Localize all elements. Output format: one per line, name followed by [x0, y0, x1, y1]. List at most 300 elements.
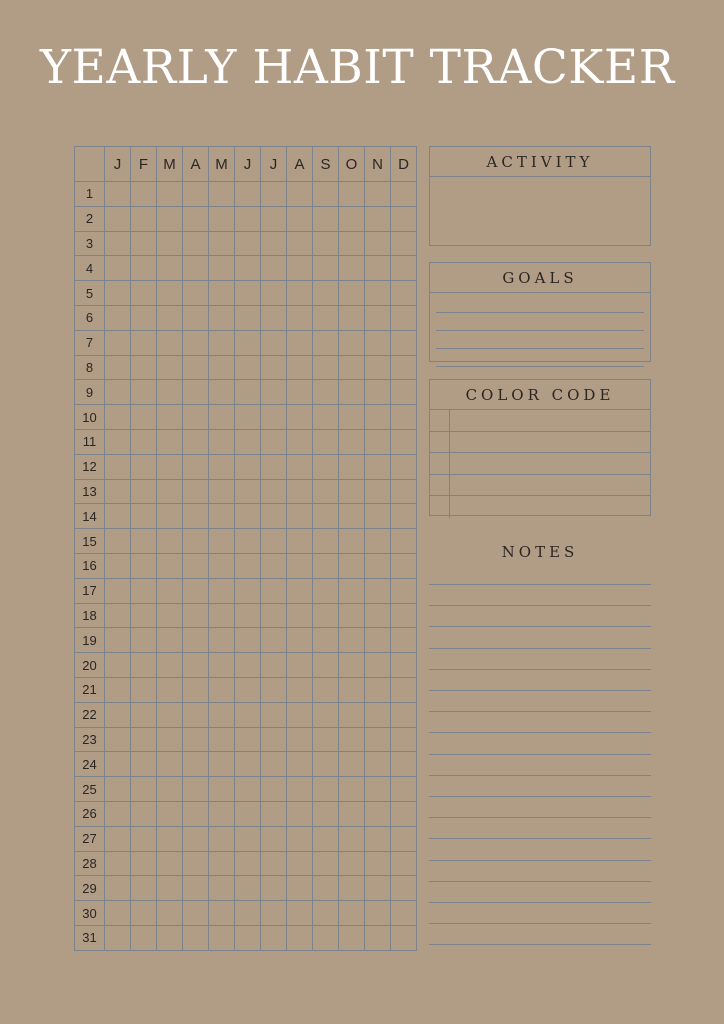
- habit-cell[interactable]: [365, 454, 391, 479]
- habit-cell[interactable]: [391, 380, 417, 405]
- habit-cell[interactable]: [365, 777, 391, 802]
- habit-cell[interactable]: [365, 380, 391, 405]
- habit-cell[interactable]: [339, 801, 365, 826]
- habit-cell[interactable]: [235, 578, 261, 603]
- habit-cell[interactable]: [313, 405, 339, 430]
- habit-cell[interactable]: [131, 454, 157, 479]
- habit-cell[interactable]: [157, 256, 183, 281]
- habit-cell[interactable]: [313, 182, 339, 207]
- habit-cell[interactable]: [157, 553, 183, 578]
- habit-cell[interactable]: [183, 380, 209, 405]
- habit-cell[interactable]: [131, 256, 157, 281]
- color-label-field[interactable]: [450, 432, 650, 453]
- habit-cell[interactable]: [105, 454, 131, 479]
- habit-cell[interactable]: [339, 529, 365, 554]
- habit-cell[interactable]: [313, 653, 339, 678]
- habit-cell[interactable]: [365, 182, 391, 207]
- habit-cell[interactable]: [183, 901, 209, 926]
- habit-cell[interactable]: [157, 653, 183, 678]
- note-line[interactable]: [429, 648, 651, 649]
- habit-cell[interactable]: [131, 529, 157, 554]
- habit-cell[interactable]: [365, 504, 391, 529]
- habit-cell[interactable]: [391, 479, 417, 504]
- habit-cell[interactable]: [365, 479, 391, 504]
- habit-cell[interactable]: [365, 231, 391, 256]
- habit-cell[interactable]: [287, 405, 313, 430]
- habit-cell[interactable]: [261, 727, 287, 752]
- habit-cell[interactable]: [365, 925, 391, 950]
- habit-cell[interactable]: [105, 305, 131, 330]
- habit-cell[interactable]: [131, 405, 157, 430]
- habit-cell[interactable]: [157, 901, 183, 926]
- habit-cell[interactable]: [131, 925, 157, 950]
- habit-cell[interactable]: [365, 702, 391, 727]
- habit-cell[interactable]: [131, 206, 157, 231]
- habit-cell[interactable]: [183, 727, 209, 752]
- habit-cell[interactable]: [365, 206, 391, 231]
- habit-cell[interactable]: [391, 801, 417, 826]
- habit-cell[interactable]: [313, 305, 339, 330]
- habit-cell[interactable]: [131, 727, 157, 752]
- habit-cell[interactable]: [157, 281, 183, 306]
- habit-cell[interactable]: [105, 876, 131, 901]
- habit-cell[interactable]: [183, 182, 209, 207]
- habit-cell[interactable]: [287, 777, 313, 802]
- habit-cell[interactable]: [365, 851, 391, 876]
- note-line[interactable]: [429, 754, 651, 755]
- habit-cell[interactable]: [287, 727, 313, 752]
- habit-cell[interactable]: [261, 553, 287, 578]
- color-swatch[interactable]: [430, 410, 450, 431]
- activity-field[interactable]: [430, 177, 650, 245]
- habit-cell[interactable]: [209, 479, 235, 504]
- note-line[interactable]: [429, 711, 651, 712]
- habit-cell[interactable]: [287, 677, 313, 702]
- habit-cell[interactable]: [131, 281, 157, 306]
- habit-cell[interactable]: [391, 777, 417, 802]
- habit-cell[interactable]: [235, 529, 261, 554]
- habit-cell[interactable]: [157, 925, 183, 950]
- habit-cell[interactable]: [391, 553, 417, 578]
- habit-cell[interactable]: [287, 801, 313, 826]
- habit-cell[interactable]: [339, 628, 365, 653]
- habit-cell[interactable]: [131, 677, 157, 702]
- habit-cell[interactable]: [105, 206, 131, 231]
- habit-cell[interactable]: [157, 876, 183, 901]
- habit-cell[interactable]: [131, 479, 157, 504]
- habit-cell[interactable]: [157, 305, 183, 330]
- habit-cell[interactable]: [105, 603, 131, 628]
- habit-cell[interactable]: [391, 653, 417, 678]
- habit-cell[interactable]: [105, 777, 131, 802]
- habit-cell[interactable]: [313, 603, 339, 628]
- habit-cell[interactable]: [313, 925, 339, 950]
- habit-cell[interactable]: [365, 727, 391, 752]
- habit-cell[interactable]: [287, 752, 313, 777]
- habit-cell[interactable]: [105, 702, 131, 727]
- habit-cell[interactable]: [209, 281, 235, 306]
- habit-cell[interactable]: [157, 330, 183, 355]
- habit-cell[interactable]: [183, 677, 209, 702]
- habit-cell[interactable]: [391, 355, 417, 380]
- habit-cell[interactable]: [131, 777, 157, 802]
- habit-cell[interactable]: [157, 355, 183, 380]
- note-line[interactable]: [429, 902, 651, 903]
- habit-cell[interactable]: [105, 182, 131, 207]
- habit-cell[interactable]: [157, 479, 183, 504]
- habit-cell[interactable]: [339, 553, 365, 578]
- habit-cell[interactable]: [183, 504, 209, 529]
- habit-cell[interactable]: [105, 925, 131, 950]
- habit-cell[interactable]: [105, 677, 131, 702]
- note-line[interactable]: [429, 817, 651, 818]
- note-line[interactable]: [429, 944, 651, 945]
- habit-cell[interactable]: [391, 504, 417, 529]
- habit-cell[interactable]: [313, 380, 339, 405]
- habit-cell[interactable]: [157, 727, 183, 752]
- habit-cell[interactable]: [287, 851, 313, 876]
- habit-cell[interactable]: [313, 727, 339, 752]
- habit-cell[interactable]: [313, 578, 339, 603]
- goal-line[interactable]: [436, 366, 644, 367]
- habit-cell[interactable]: [235, 925, 261, 950]
- habit-cell[interactable]: [131, 305, 157, 330]
- habit-cell[interactable]: [131, 628, 157, 653]
- habit-cell[interactable]: [131, 429, 157, 454]
- habit-cell[interactable]: [235, 231, 261, 256]
- habit-cell[interactable]: [105, 727, 131, 752]
- habit-cell[interactable]: [287, 603, 313, 628]
- habit-cell[interactable]: [365, 876, 391, 901]
- habit-cell[interactable]: [339, 281, 365, 306]
- note-line[interactable]: [429, 669, 651, 670]
- habit-cell[interactable]: [131, 578, 157, 603]
- habit-cell[interactable]: [235, 182, 261, 207]
- habit-cell[interactable]: [157, 702, 183, 727]
- note-line[interactable]: [429, 732, 651, 733]
- habit-cell[interactable]: [391, 330, 417, 355]
- habit-cell[interactable]: [339, 677, 365, 702]
- habit-cell[interactable]: [339, 702, 365, 727]
- habit-cell[interactable]: [209, 355, 235, 380]
- habit-cell[interactable]: [131, 702, 157, 727]
- habit-cell[interactable]: [287, 330, 313, 355]
- habit-cell[interactable]: [261, 876, 287, 901]
- habit-cell[interactable]: [131, 603, 157, 628]
- habit-cell[interactable]: [157, 380, 183, 405]
- habit-cell[interactable]: [261, 429, 287, 454]
- habit-cell[interactable]: [105, 553, 131, 578]
- habit-cell[interactable]: [105, 653, 131, 678]
- habit-cell[interactable]: [235, 405, 261, 430]
- habit-cell[interactable]: [313, 901, 339, 926]
- habit-cell[interactable]: [287, 653, 313, 678]
- habit-cell[interactable]: [105, 380, 131, 405]
- habit-cell[interactable]: [183, 603, 209, 628]
- habit-cell[interactable]: [157, 603, 183, 628]
- habit-cell[interactable]: [391, 727, 417, 752]
- habit-cell[interactable]: [105, 504, 131, 529]
- habit-cell[interactable]: [287, 876, 313, 901]
- habit-cell[interactable]: [313, 777, 339, 802]
- habit-cell[interactable]: [339, 380, 365, 405]
- habit-cell[interactable]: [365, 553, 391, 578]
- habit-cell[interactable]: [313, 206, 339, 231]
- habit-cell[interactable]: [183, 752, 209, 777]
- habit-cell[interactable]: [261, 529, 287, 554]
- habit-cell[interactable]: [339, 603, 365, 628]
- habit-cell[interactable]: [339, 901, 365, 926]
- habit-cell[interactable]: [391, 305, 417, 330]
- habit-cell[interactable]: [261, 330, 287, 355]
- habit-cell[interactable]: [157, 429, 183, 454]
- habit-cell[interactable]: [209, 876, 235, 901]
- habit-cell[interactable]: [105, 355, 131, 380]
- habit-cell[interactable]: [235, 553, 261, 578]
- habit-cell[interactable]: [131, 851, 157, 876]
- habit-cell[interactable]: [209, 801, 235, 826]
- habit-cell[interactable]: [261, 281, 287, 306]
- habit-cell[interactable]: [313, 628, 339, 653]
- habit-cell[interactable]: [339, 256, 365, 281]
- habit-cell[interactable]: [313, 876, 339, 901]
- habit-cell[interactable]: [313, 826, 339, 851]
- habit-cell[interactable]: [235, 281, 261, 306]
- habit-cell[interactable]: [339, 182, 365, 207]
- habit-cell[interactable]: [365, 529, 391, 554]
- habit-cell[interactable]: [391, 826, 417, 851]
- habit-cell[interactable]: [131, 826, 157, 851]
- habit-cell[interactable]: [209, 578, 235, 603]
- habit-cell[interactable]: [339, 925, 365, 950]
- habit-cell[interactable]: [313, 281, 339, 306]
- habit-cell[interactable]: [287, 628, 313, 653]
- habit-cell[interactable]: [235, 702, 261, 727]
- habit-cell[interactable]: [209, 553, 235, 578]
- habit-cell[interactable]: [183, 355, 209, 380]
- habit-cell[interactable]: [209, 901, 235, 926]
- habit-cell[interactable]: [365, 826, 391, 851]
- habit-cell[interactable]: [209, 603, 235, 628]
- habit-cell[interactable]: [287, 454, 313, 479]
- habit-cell[interactable]: [157, 851, 183, 876]
- habit-cell[interactable]: [391, 405, 417, 430]
- habit-cell[interactable]: [391, 281, 417, 306]
- habit-cell[interactable]: [365, 429, 391, 454]
- habit-cell[interactable]: [365, 578, 391, 603]
- habit-cell[interactable]: [105, 901, 131, 926]
- habit-cell[interactable]: [391, 429, 417, 454]
- habit-cell[interactable]: [287, 182, 313, 207]
- habit-cell[interactable]: [209, 727, 235, 752]
- habit-cell[interactable]: [313, 851, 339, 876]
- habit-cell[interactable]: [261, 206, 287, 231]
- habit-cell[interactable]: [313, 504, 339, 529]
- habit-cell[interactable]: [235, 677, 261, 702]
- habit-cell[interactable]: [235, 777, 261, 802]
- habit-cell[interactable]: [183, 429, 209, 454]
- habit-cell[interactable]: [235, 256, 261, 281]
- habit-cell[interactable]: [235, 901, 261, 926]
- habit-cell[interactable]: [131, 231, 157, 256]
- habit-cell[interactable]: [261, 677, 287, 702]
- habit-cell[interactable]: [391, 182, 417, 207]
- habit-cell[interactable]: [391, 231, 417, 256]
- habit-cell[interactable]: [235, 305, 261, 330]
- habit-cell[interactable]: [209, 305, 235, 330]
- habit-cell[interactable]: [261, 777, 287, 802]
- goal-line[interactable]: [436, 312, 644, 313]
- habit-cell[interactable]: [339, 653, 365, 678]
- habit-cell[interactable]: [261, 578, 287, 603]
- note-line[interactable]: [429, 838, 651, 839]
- habit-cell[interactable]: [391, 206, 417, 231]
- habit-cell[interactable]: [339, 206, 365, 231]
- habit-cell[interactable]: [391, 901, 417, 926]
- habit-cell[interactable]: [209, 752, 235, 777]
- habit-cell[interactable]: [209, 256, 235, 281]
- habit-cell[interactable]: [157, 405, 183, 430]
- habit-cell[interactable]: [183, 231, 209, 256]
- habit-cell[interactable]: [235, 826, 261, 851]
- habit-cell[interactable]: [131, 876, 157, 901]
- habit-cell[interactable]: [313, 330, 339, 355]
- habit-cell[interactable]: [339, 231, 365, 256]
- habit-cell[interactable]: [261, 925, 287, 950]
- habit-cell[interactable]: [287, 206, 313, 231]
- habit-cell[interactable]: [313, 429, 339, 454]
- habit-cell[interactable]: [235, 876, 261, 901]
- habit-cell[interactable]: [131, 801, 157, 826]
- habit-cell[interactable]: [261, 355, 287, 380]
- habit-cell[interactable]: [157, 454, 183, 479]
- habit-cell[interactable]: [183, 826, 209, 851]
- habit-cell[interactable]: [131, 752, 157, 777]
- habit-cell[interactable]: [287, 281, 313, 306]
- habit-cell[interactable]: [209, 653, 235, 678]
- habit-cell[interactable]: [209, 628, 235, 653]
- habit-cell[interactable]: [209, 380, 235, 405]
- habit-cell[interactable]: [157, 777, 183, 802]
- habit-cell[interactable]: [131, 901, 157, 926]
- habit-cell[interactable]: [105, 256, 131, 281]
- habit-cell[interactable]: [183, 578, 209, 603]
- habit-cell[interactable]: [105, 281, 131, 306]
- habit-cell[interactable]: [313, 553, 339, 578]
- habit-cell[interactable]: [157, 231, 183, 256]
- habit-cell[interactable]: [105, 752, 131, 777]
- habit-cell[interactable]: [235, 727, 261, 752]
- habit-cell[interactable]: [365, 901, 391, 926]
- habit-cell[interactable]: [339, 777, 365, 802]
- habit-cell[interactable]: [235, 330, 261, 355]
- habit-cell[interactable]: [235, 752, 261, 777]
- color-swatch[interactable]: [430, 432, 450, 453]
- habit-cell[interactable]: [287, 826, 313, 851]
- habit-cell[interactable]: [183, 801, 209, 826]
- habit-cell[interactable]: [365, 256, 391, 281]
- habit-cell[interactable]: [209, 677, 235, 702]
- habit-cell[interactable]: [131, 355, 157, 380]
- habit-cell[interactable]: [287, 355, 313, 380]
- goal-line[interactable]: [436, 330, 644, 331]
- habit-cell[interactable]: [105, 429, 131, 454]
- habit-cell[interactable]: [287, 429, 313, 454]
- habit-cell[interactable]: [183, 405, 209, 430]
- color-label-field[interactable]: [450, 496, 650, 518]
- note-line[interactable]: [429, 626, 651, 627]
- habit-cell[interactable]: [183, 330, 209, 355]
- habit-cell[interactable]: [131, 553, 157, 578]
- habit-cell[interactable]: [365, 628, 391, 653]
- habit-cell[interactable]: [339, 826, 365, 851]
- habit-cell[interactable]: [235, 454, 261, 479]
- habit-cell[interactable]: [157, 182, 183, 207]
- habit-cell[interactable]: [261, 901, 287, 926]
- habit-cell[interactable]: [391, 603, 417, 628]
- habit-cell[interactable]: [131, 504, 157, 529]
- habit-cell[interactable]: [235, 479, 261, 504]
- habit-cell[interactable]: [157, 529, 183, 554]
- habit-cell[interactable]: [339, 578, 365, 603]
- habit-cell[interactable]: [365, 305, 391, 330]
- habit-cell[interactable]: [157, 801, 183, 826]
- habit-cell[interactable]: [183, 206, 209, 231]
- habit-cell[interactable]: [339, 851, 365, 876]
- color-swatch[interactable]: [430, 453, 450, 474]
- habit-cell[interactable]: [339, 305, 365, 330]
- habit-cell[interactable]: [391, 628, 417, 653]
- habit-cell[interactable]: [209, 851, 235, 876]
- note-line[interactable]: [429, 881, 651, 882]
- habit-cell[interactable]: [365, 801, 391, 826]
- habit-cell[interactable]: [235, 653, 261, 678]
- habit-cell[interactable]: [391, 578, 417, 603]
- habit-cell[interactable]: [365, 603, 391, 628]
- habit-cell[interactable]: [261, 801, 287, 826]
- color-swatch[interactable]: [430, 475, 450, 496]
- habit-cell[interactable]: [313, 677, 339, 702]
- habit-cell[interactable]: [313, 479, 339, 504]
- note-line[interactable]: [429, 775, 651, 776]
- habit-cell[interactable]: [261, 182, 287, 207]
- habit-cell[interactable]: [287, 578, 313, 603]
- habit-cell[interactable]: [261, 702, 287, 727]
- habit-cell[interactable]: [287, 529, 313, 554]
- habit-cell[interactable]: [287, 380, 313, 405]
- habit-cell[interactable]: [261, 603, 287, 628]
- habit-cell[interactable]: [287, 553, 313, 578]
- habit-cell[interactable]: [157, 504, 183, 529]
- habit-cell[interactable]: [209, 330, 235, 355]
- habit-cell[interactable]: [339, 479, 365, 504]
- habit-cell[interactable]: [157, 826, 183, 851]
- habit-cell[interactable]: [313, 454, 339, 479]
- habit-cell[interactable]: [287, 702, 313, 727]
- habit-cell[interactable]: [209, 826, 235, 851]
- habit-cell[interactable]: [235, 801, 261, 826]
- habit-cell[interactable]: [105, 479, 131, 504]
- habit-cell[interactable]: [105, 801, 131, 826]
- habit-cell[interactable]: [183, 702, 209, 727]
- habit-cell[interactable]: [261, 405, 287, 430]
- habit-cell[interactable]: [391, 876, 417, 901]
- habit-cell[interactable]: [365, 677, 391, 702]
- habit-cell[interactable]: [183, 553, 209, 578]
- habit-cell[interactable]: [313, 801, 339, 826]
- habit-cell[interactable]: [339, 454, 365, 479]
- habit-cell[interactable]: [313, 231, 339, 256]
